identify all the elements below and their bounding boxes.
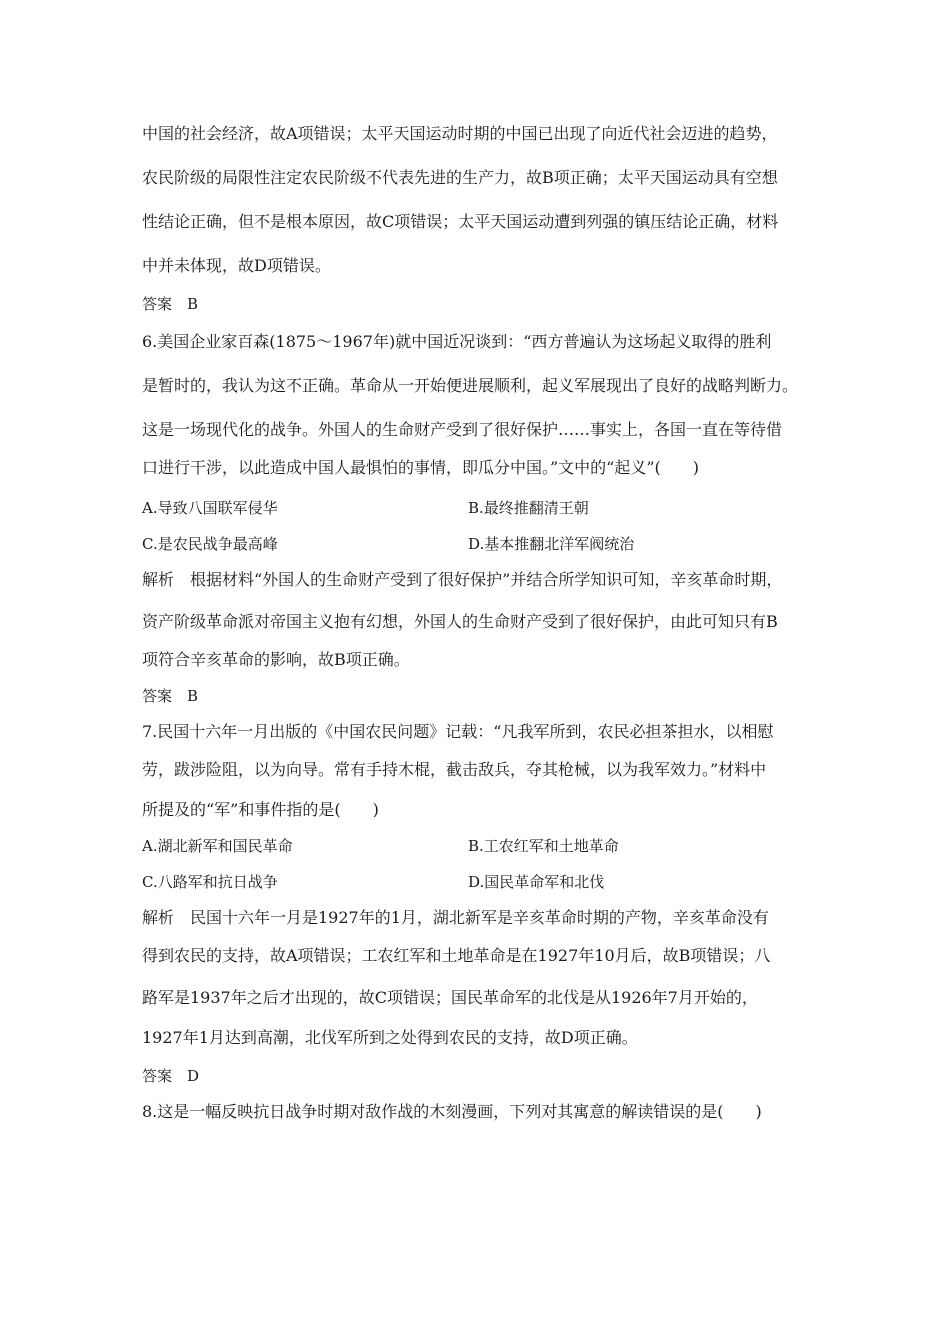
q6-analysis-line: 资产阶级革命派对帝国主义抱有幻想，外国人的生命财产受到了很好保护，由此可知只有B [142,612,778,631]
q5-analysis-line: 性结论正确，但不是根本原因，故C项错误；太平天国运动遭到列强的镇压结论正确，材料 [142,212,779,231]
q7-analysis-line: 得到农民的支持，故A项错误；工农红军和土地革命是在1927年10月后，故B项错误；八 [142,946,771,965]
q7-analysis-line: 1927年1月达到高潮，北伐军所到之处得到农民的支持，故D项正确。 [142,1028,638,1047]
q6-analysis-line: 项符合辛亥革命的影响，故B项正确。 [142,650,410,669]
q7-analysis-line: 路军是1937年之后才出现的，故C项错误；国民革命军的北伐是从1926年7月开始的， [142,988,758,1007]
q8-stem-line: 8.这是一幅反映抗日战争时期对敌作战的木刻漫画，下列对其寓意的解读错误的是( ) [142,1102,762,1121]
q7-option-b: B.工农红军和土地革命 [468,837,619,855]
q7-answer: 答案 D [142,1067,200,1085]
q6-answer: 答案 B [142,687,199,705]
q6-analysis-line: 解析 根据材料“外国人的生命财产受到了很好保护”并结合所学知识可知，辛亥革命时期， [142,570,783,589]
q6-option-b: B.最终推翻清王朝 [468,499,589,517]
q6-option-d: D.基本推翻北洋军阀统治 [468,535,635,553]
q7-stem-line: 劳，跋涉险阻，以为向导。常有手持木棍，截击敌兵，夺其枪械，以为我军效力。”材料中 [142,760,767,779]
q6-option-c: C.是农民战争最高峰 [142,535,278,553]
q7-option-a: A.湖北新军和国民革命 [142,837,293,855]
q5-analysis-line: 中国的社会经济，故A项错误；太平天国运动时期的中国已出现了向近代社会迈进的趋势， [142,124,778,143]
q7-option-c: C.八路军和抗日战争 [142,873,278,891]
q6-option-a: A.导致八国联军侵华 [142,499,278,517]
q7-stem-line: 所提及的“军”和事件指的是( ) [142,800,379,819]
q5-analysis-line: 农民阶级的局限性注定农民阶级不代表先进的生产力，故B项正确；太平天国运动具有空想 [142,168,778,187]
q7-option-d: D.国民革命军和北伐 [468,873,605,891]
q5-analysis-line: 中并未体现，故D项错误。 [142,256,331,275]
q6-stem-line: 6.美国企业家百森(1875～1967年)就中国近况谈到：“西方普遍认为这场起义取得的胜利 [142,332,772,351]
q6-stem-line: 口进行干涉，以此造成中国人最惧怕的事情，即瓜分中国。”文中的“起义”( ) [142,458,700,477]
q6-stem-line: 这是一场现代化的战争。外国人的生命财产受到了很好保护……事实上，各国一直在等待借 [142,420,783,439]
q5-answer: 答案 B [142,295,199,313]
q7-stem-line: 7.民国十六年一月出版的《中国农民问题》记载：“凡我军所到，农民必担茶担水，以相慰 [142,722,774,741]
q6-stem-line: 是暂时的，我认为这不正确。革命从一开始便进展顺利，起义军展现出了良好的战略判断力。 [142,376,799,395]
q7-analysis-line: 解析 民国十六年一月是1927年的1月，湖北新军是辛亥革命时期的产物，辛亥革命没有 [142,908,769,927]
